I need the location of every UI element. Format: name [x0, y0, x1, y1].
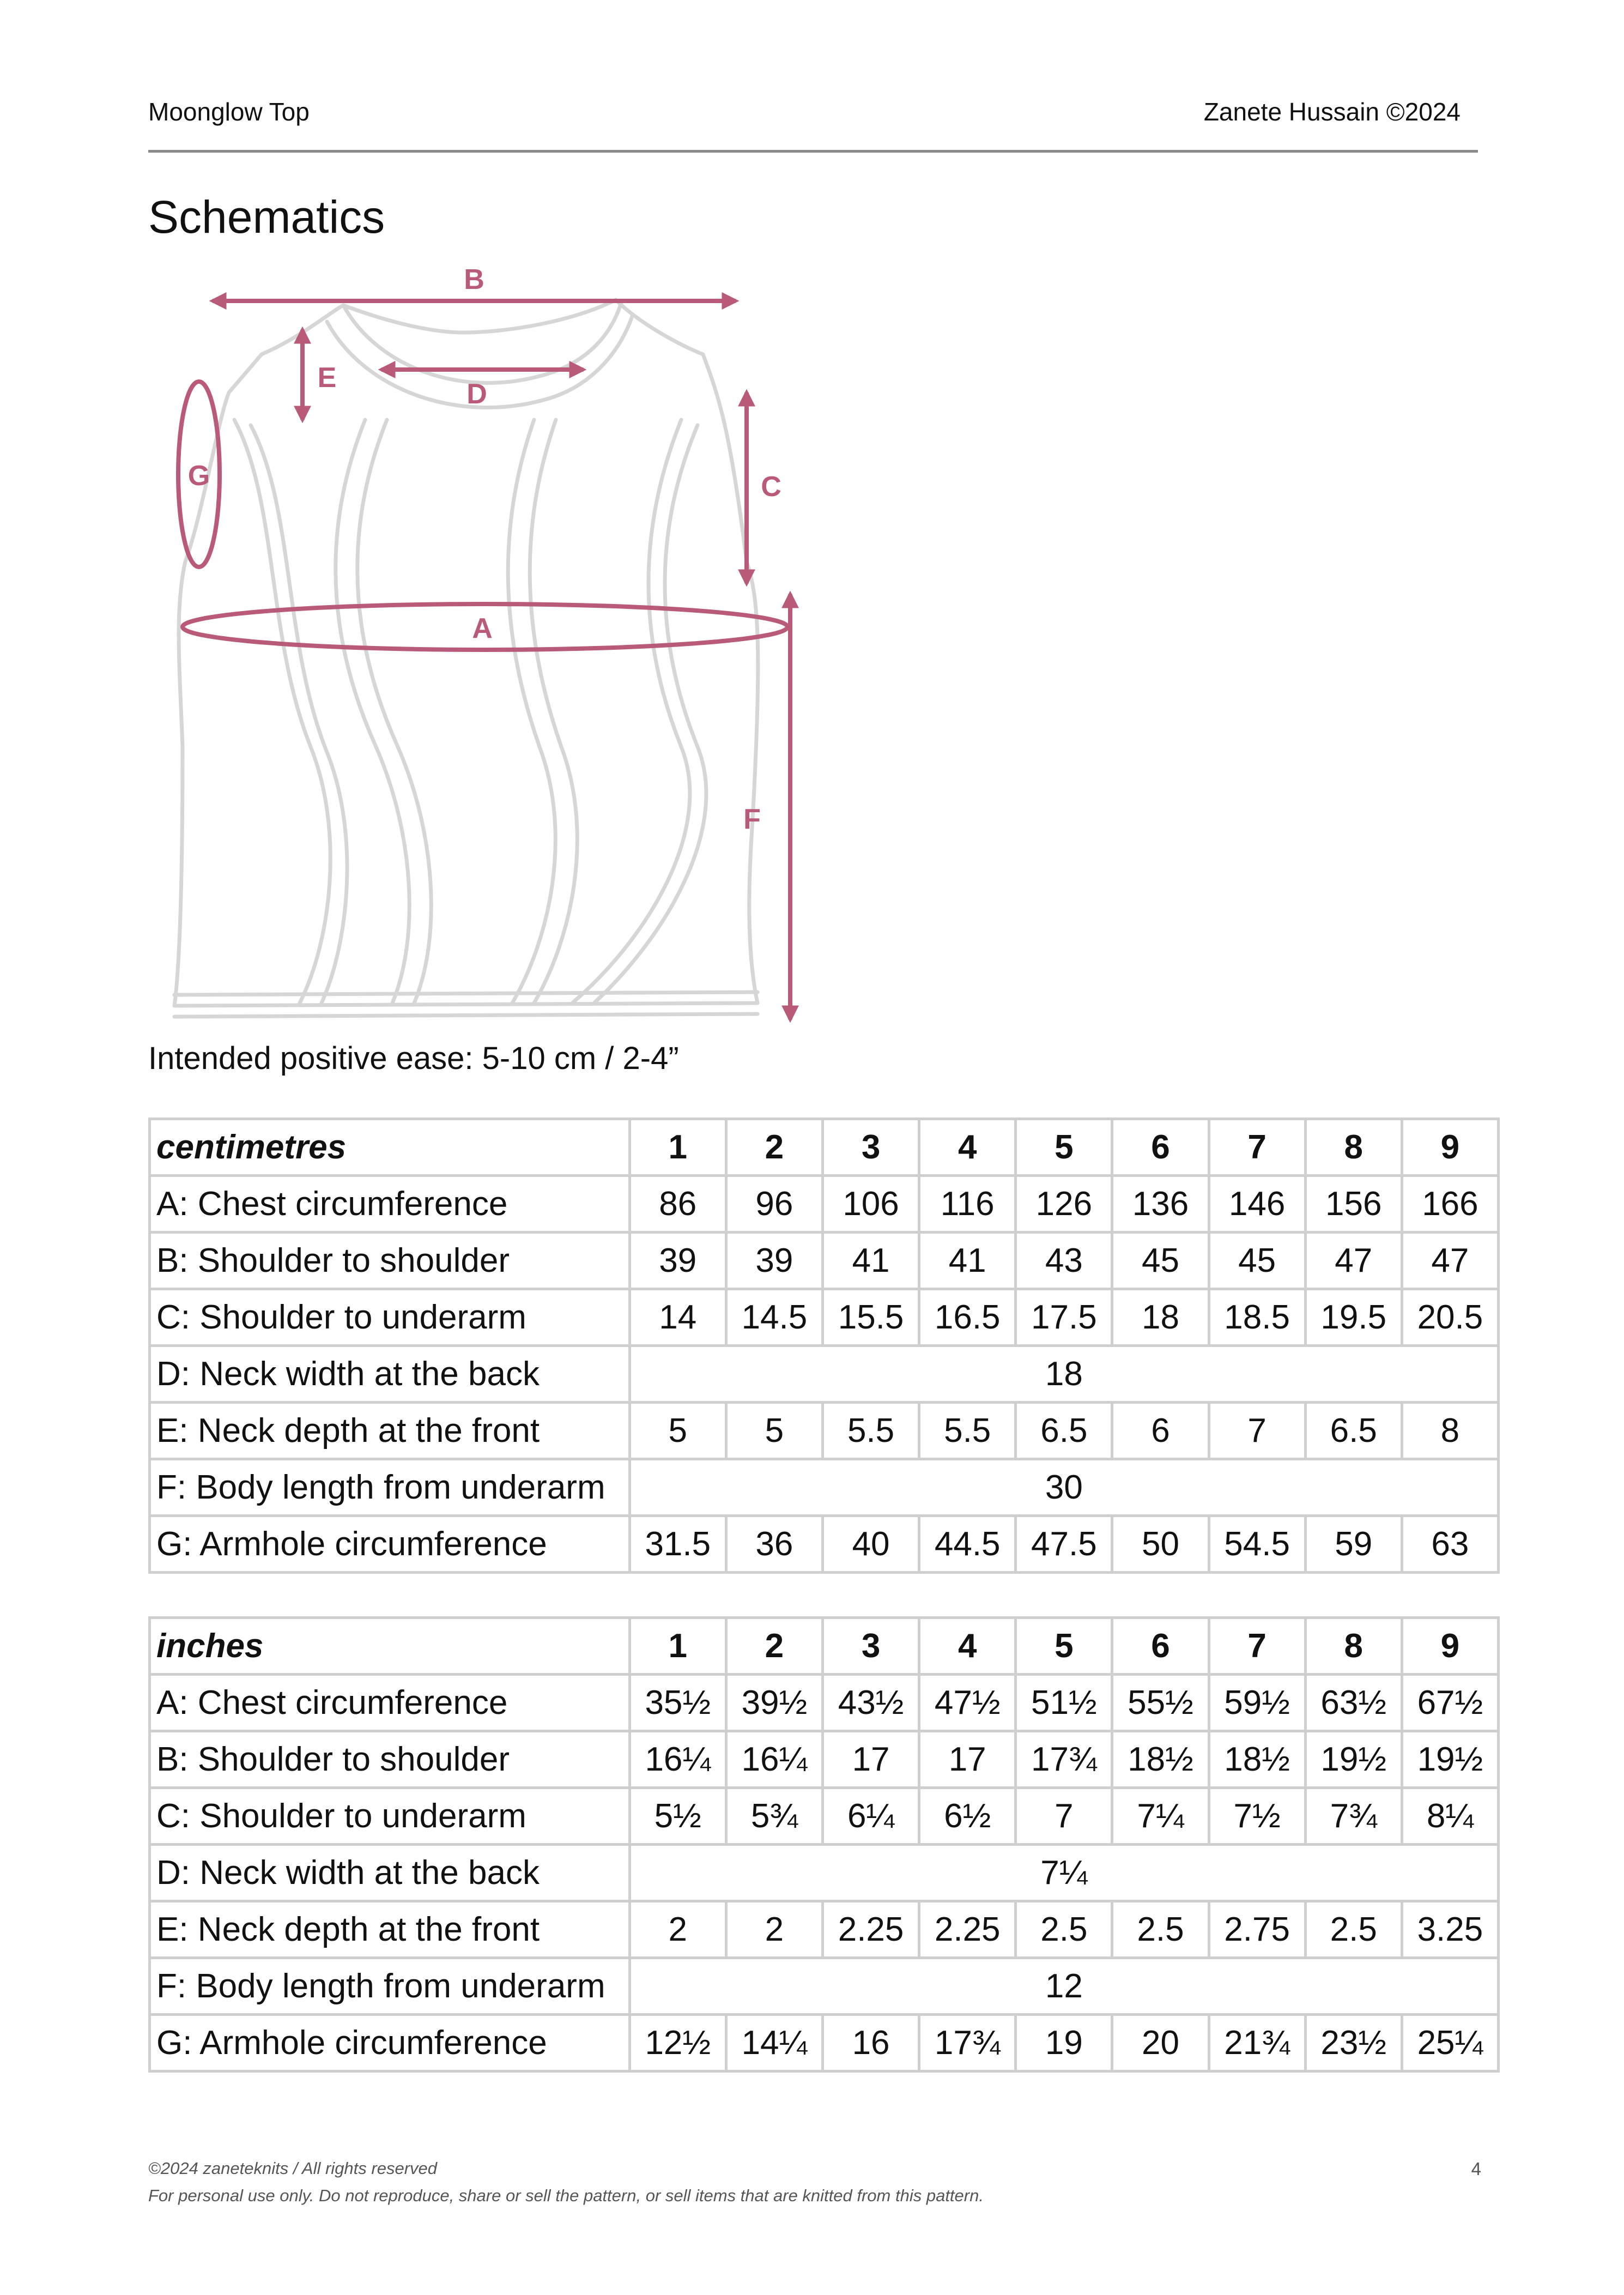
- merged-cell: 18: [629, 1346, 1498, 1403]
- row-label: C: Shoulder to underarm: [150, 1788, 630, 1845]
- page-number: 4: [1471, 2159, 1481, 2179]
- cell: 63½: [1305, 1675, 1402, 1731]
- cell: 43½: [822, 1675, 919, 1731]
- cell: 3.25: [1402, 1901, 1498, 1958]
- cell: 126: [1016, 1176, 1112, 1233]
- cell: 6½: [919, 1788, 1016, 1845]
- cell: 16¼: [629, 1731, 726, 1788]
- cell: 2.5: [1016, 1901, 1112, 1958]
- cell: 20.5: [1402, 1289, 1498, 1346]
- cell: 39: [726, 1233, 822, 1289]
- row-label: E: Neck depth at the front: [150, 1403, 630, 1459]
- cell: 54.5: [1209, 1516, 1305, 1573]
- row-label: D: Neck width at the back: [150, 1845, 630, 1901]
- row-label: A: Chest circumference: [150, 1675, 630, 1731]
- cell: 67½: [1402, 1675, 1498, 1731]
- size-heading: 4: [919, 1119, 1016, 1176]
- cell: 17¾: [919, 2015, 1016, 2071]
- cell: 5: [629, 1403, 726, 1459]
- row-label: G: Armhole circumference: [150, 2015, 630, 2071]
- cell: 5½: [629, 1788, 726, 1845]
- cell: 136: [1112, 1176, 1209, 1233]
- row-label: B: Shoulder to shoulder: [150, 1233, 630, 1289]
- cell: 106: [822, 1176, 919, 1233]
- table-row: [150, 1845, 1499, 1901]
- size-heading: 8: [1305, 1618, 1402, 1675]
- cell: 7: [1016, 1788, 1112, 1845]
- table-row: [150, 1516, 1499, 1573]
- cell: 166: [1402, 1176, 1498, 1233]
- cell: 41: [822, 1233, 919, 1289]
- size-heading: 3: [822, 1618, 919, 1675]
- table-row: [150, 1901, 1499, 1958]
- cell: 39½: [726, 1675, 822, 1731]
- cell: 15.5: [822, 1289, 919, 1346]
- cell: 7¾: [1305, 1788, 1402, 1845]
- cell: 156: [1305, 1176, 1402, 1233]
- cell: 2.5: [1112, 1901, 1209, 1958]
- cell: 17¾: [1016, 1731, 1112, 1788]
- cell: 47: [1402, 1233, 1498, 1289]
- table-header-row: [150, 1618, 1499, 1675]
- size-heading: 6: [1112, 1119, 1209, 1176]
- cell: 21¾: [1209, 2015, 1305, 2071]
- cell: 2.25: [919, 1901, 1016, 1958]
- cell: 50: [1112, 1516, 1209, 1573]
- table-row: [150, 1675, 1499, 1731]
- cell: 23½: [1305, 2015, 1402, 2071]
- cell: 55½: [1112, 1675, 1209, 1731]
- footer-copyright: ©2024 zaneteknits / All rights reserved: [148, 2159, 438, 2178]
- cell: 6.5: [1305, 1403, 1402, 1459]
- page-title: Schematics: [148, 191, 385, 243]
- cell: 2.75: [1209, 1901, 1305, 1958]
- cell: 8¼: [1402, 1788, 1498, 1845]
- cell: 96: [726, 1176, 822, 1233]
- cell: 19: [1016, 2015, 1112, 2071]
- table-row: [150, 1788, 1499, 1845]
- cell: 47: [1305, 1233, 1402, 1289]
- cell: 19½: [1402, 1731, 1498, 1788]
- cell: 18: [1112, 1289, 1209, 1346]
- cell: 19½: [1305, 1731, 1402, 1788]
- label-b: B: [464, 264, 484, 295]
- cell: 59: [1305, 1516, 1402, 1573]
- cell: 12½: [629, 2015, 726, 2071]
- cell: 47½: [919, 1675, 1016, 1731]
- merged-cell: 7¼: [629, 1845, 1498, 1901]
- table-row: [150, 1233, 1499, 1289]
- size-heading: 4: [919, 1618, 1016, 1675]
- row-label: G: Armhole circumference: [150, 1516, 630, 1573]
- table-row: [150, 1731, 1499, 1788]
- label-c: C: [761, 471, 781, 503]
- cell: 5.5: [919, 1403, 1016, 1459]
- cell: 47.5: [1016, 1516, 1112, 1573]
- cell: 35½: [629, 1675, 726, 1731]
- cell: 43: [1016, 1233, 1112, 1289]
- cell: 40: [822, 1516, 919, 1573]
- size-heading: 9: [1402, 1618, 1498, 1675]
- footer-usage-note: For personal use only. Do not reproduce, share or sell the pattern, or sell items that are knitted from this pattern.: [148, 2186, 984, 2205]
- size-heading: 6: [1112, 1618, 1209, 1675]
- row-label: D: Neck width at the back: [150, 1346, 630, 1403]
- cell: 17: [919, 1731, 1016, 1788]
- row-label: F: Body length from underarm: [150, 1958, 630, 2015]
- cell: 7¼: [1112, 1788, 1209, 1845]
- cell: 17.5: [1016, 1289, 1112, 1346]
- cell: 45: [1209, 1233, 1305, 1289]
- label-g: G: [187, 460, 210, 492]
- cell: 51½: [1016, 1675, 1112, 1731]
- header-divider: [148, 150, 1478, 153]
- cell: 36: [726, 1516, 822, 1573]
- cell: 39: [629, 1233, 726, 1289]
- table-row: [150, 1403, 1499, 1459]
- size-heading: 7: [1209, 1618, 1305, 1675]
- cell: 5¾: [726, 1788, 822, 1845]
- cell: 16.5: [919, 1289, 1016, 1346]
- size-heading: 5: [1016, 1618, 1112, 1675]
- row-label: C: Shoulder to underarm: [150, 1289, 630, 1346]
- cell: 86: [629, 1176, 726, 1233]
- table-row: [150, 1176, 1499, 1233]
- cell: 16: [822, 2015, 919, 2071]
- table-row: [150, 1459, 1499, 1516]
- size-heading: 8: [1305, 1119, 1402, 1176]
- measurements-table-cm: [148, 1118, 1500, 1574]
- header-designer: Zanete Hussain ©2024: [1203, 98, 1461, 126]
- cell: 2.25: [822, 1901, 919, 1958]
- cell: 16¼: [726, 1731, 822, 1788]
- row-label: E: Neck depth at the front: [150, 1901, 630, 1958]
- cell: 6: [1112, 1403, 1209, 1459]
- cell: 2: [726, 1901, 822, 1958]
- cell: 41: [919, 1233, 1016, 1289]
- cell: 14¼: [726, 2015, 822, 2071]
- header-pattern-name: Moonglow Top: [148, 98, 310, 126]
- cell: 14: [629, 1289, 726, 1346]
- size-heading: 1: [629, 1618, 726, 1675]
- size-heading: 9: [1402, 1119, 1498, 1176]
- cell: 146: [1209, 1176, 1305, 1233]
- cell: 8: [1402, 1403, 1498, 1459]
- size-heading: 3: [822, 1119, 919, 1176]
- cell: 7: [1209, 1403, 1305, 1459]
- cell: 63: [1402, 1516, 1498, 1573]
- row-label: A: Chest circumference: [150, 1176, 630, 1233]
- cell: 31.5: [629, 1516, 726, 1573]
- label-a: A: [472, 613, 493, 644]
- size-heading: 5: [1016, 1119, 1112, 1176]
- size-heading: 1: [629, 1119, 726, 1176]
- cell: 18½: [1112, 1731, 1209, 1788]
- cell: 5.5: [822, 1403, 919, 1459]
- top-schematic: [158, 256, 812, 1036]
- row-label: F: Body length from underarm: [150, 1459, 630, 1516]
- cell: 18.5: [1209, 1289, 1305, 1346]
- cell: 59½: [1209, 1675, 1305, 1731]
- cell: 18½: [1209, 1731, 1305, 1788]
- merged-cell: 12: [629, 1958, 1498, 2015]
- cell: 116: [919, 1176, 1016, 1233]
- table-row: [150, 1289, 1499, 1346]
- label-e: E: [317, 362, 337, 394]
- label-f: F: [743, 804, 761, 835]
- cell: 19.5: [1305, 1289, 1402, 1346]
- table-row: [150, 1346, 1499, 1403]
- cell: 45: [1112, 1233, 1209, 1289]
- table-header-row: [150, 1119, 1499, 1176]
- cell: 44.5: [919, 1516, 1016, 1573]
- size-heading: 7: [1209, 1119, 1305, 1176]
- cell: 5: [726, 1403, 822, 1459]
- table-row: [150, 1958, 1499, 2015]
- label-d: D: [466, 378, 487, 410]
- cell: 17: [822, 1731, 919, 1788]
- cell: 20: [1112, 2015, 1209, 2071]
- ease-note: Intended positive ease: 5-10 cm / 2-4”: [148, 1041, 679, 1076]
- unit-heading: inches: [150, 1618, 630, 1675]
- cell: 2: [629, 1901, 726, 1958]
- cell: 2.5: [1305, 1901, 1402, 1958]
- measurements-table-in: [148, 1616, 1500, 2073]
- cell: 14.5: [726, 1289, 822, 1346]
- cell: 25¼: [1402, 2015, 1498, 2071]
- row-label: B: Shoulder to shoulder: [150, 1731, 630, 1788]
- size-heading: 2: [726, 1119, 822, 1176]
- cell: 7½: [1209, 1788, 1305, 1845]
- unit-heading: centimetres: [150, 1119, 630, 1176]
- table-row: [150, 2015, 1499, 2071]
- merged-cell: 30: [629, 1459, 1498, 1516]
- cell: 6.5: [1016, 1403, 1112, 1459]
- cell: 6¼: [822, 1788, 919, 1845]
- size-heading: 2: [726, 1618, 822, 1675]
